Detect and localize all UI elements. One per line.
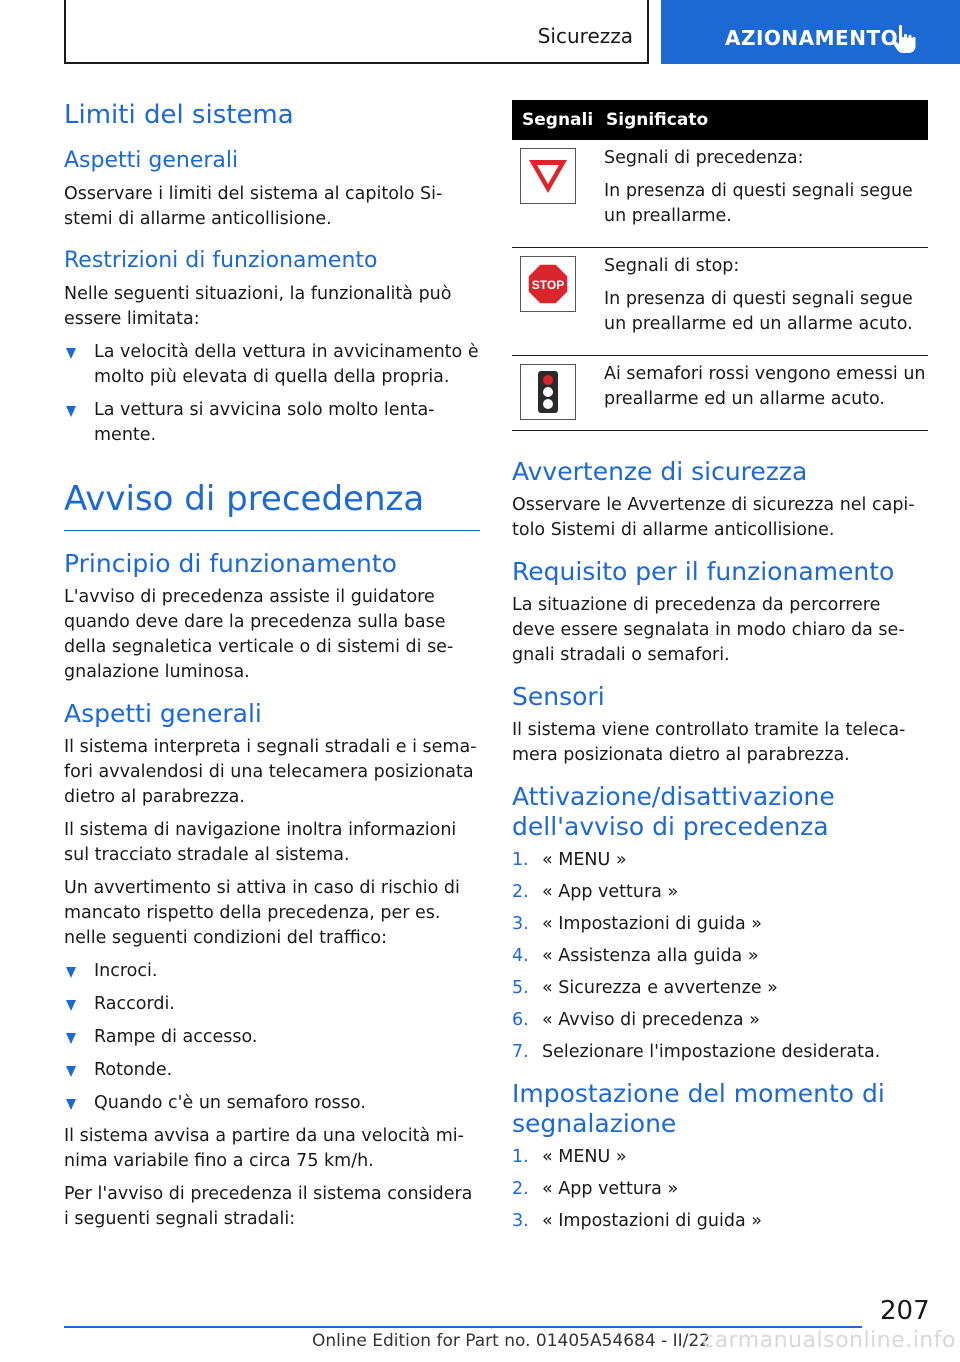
activation-title: Attivazione/disattivazione dell'avviso di precedenza [512, 782, 835, 841]
traffic-conditions-list [64, 959, 480, 1116]
signals-table [512, 100, 928, 431]
activation-steps [512, 848, 928, 1065]
safety-text: Osservare le Avvertenze di sicurezza nel capi-tolo Sistemi di allarme anticollisione. [512, 495, 915, 540]
bullet-triangle-icon [66, 348, 76, 359]
header-chapter-tab [661, 0, 960, 64]
safety-title: Avvertenze di sicurezza [512, 457, 808, 486]
hand-pointer-icon [891, 24, 917, 54]
requirement-text: La situazione di precedenza da percorrere deve essere segnalata in modo chiaro da se-gnali stradali o semafori. [512, 595, 905, 665]
step-item: 2. « App vettura » [512, 1179, 679, 1199]
bullet-triangle-icon [66, 1066, 76, 1077]
general2-text3: Un avvertimento si attiva in caso di rischio di mancato rispetto della precedenza, per es. nelle seguenti condizioni del traffico: [64, 878, 460, 948]
general2-text5: Per l'avviso di precedenza il sistema considera i seguenti segnali stradali: [64, 1184, 473, 1229]
sensors-title: Sensori [512, 682, 605, 711]
page-number: 207 [880, 1296, 930, 1326]
header-section-box [64, 0, 649, 64]
principle-text: L'avviso di precedenza assiste il guidatore quando deve dare la precedenza sulla base della segnaletica verticale o di sistemi di se-gnalazione luminosa. [64, 587, 454, 682]
traffic-light-line1: Ai semafori rossi vengono emessi un preallarme ed un allarme acuto. [604, 364, 926, 409]
step-item: 2. « App vettura » [512, 882, 679, 902]
table-row [512, 248, 928, 356]
list-item: La vettura si avvicina solo molto lenta-mente. [64, 398, 480, 448]
header-chapter-title: AZIONAMENTO [725, 26, 899, 50]
stop-sign-icon [520, 256, 576, 312]
bullet-triangle-icon [66, 1000, 76, 1011]
system-limits-title: Limiti del sistema [64, 100, 294, 130]
step-item: 1. « MENU » [512, 850, 627, 870]
list-item: Rampe di accesso. [64, 1025, 480, 1050]
right-column [512, 100, 928, 1241]
list-item: Quando c'è un semaforo rosso. [64, 1091, 480, 1116]
step-item: 3. « Impostazioni di guida » [512, 1211, 762, 1231]
list-item: La velocità della vettura in avvicinamento è molto più elevata di quella della propria. [64, 340, 480, 390]
table-header-row [512, 100, 928, 140]
stop-line2: In presenza di questi segnali segue un preallarme ed un allarme acuto. [604, 289, 913, 334]
table-row [512, 356, 928, 431]
step-item: 1. « MENU » [512, 1147, 627, 1167]
general2-text1: Il sistema interpreta i segnali stradali e i sema-fori avvalendosi di una telecamera posizionata dietro al parabrezza. [64, 737, 477, 807]
bullet-triangle-icon [66, 967, 76, 978]
priority-warning-title: Avviso di precedenza [64, 478, 480, 531]
step-item: 7. Selezionare l'impostazione desiderata. [512, 1042, 881, 1062]
sensors-text: Il sistema viene controllato tramite la teleca-mera posizionata dietro al parabrezza. [512, 720, 906, 765]
yield-line1: Segnali di precedenza: [604, 148, 804, 168]
column-header-signals: Segnali [512, 100, 596, 140]
table-row [512, 140, 928, 248]
step-item: 5. « Sicurezza e avvertenze » [512, 978, 778, 998]
stop-line1: Segnali di stop: [604, 256, 740, 276]
restrictions-text: Nelle seguenti situazioni, la funzionalità può essere limitata: [64, 284, 452, 329]
step-item: 3. « Impostazioni di guida » [512, 914, 762, 934]
bullet-triangle-icon [66, 1099, 76, 1110]
yield-line2: In presenza di questi segnali segue un preallarme. [604, 181, 913, 226]
timing-steps [512, 1145, 928, 1234]
bullet-triangle-icon [66, 406, 76, 417]
yield-sign-icon [520, 148, 576, 204]
step-item: 4. « Assistenza alla guida » [512, 946, 759, 966]
principle-title: Principio di funzionamento [64, 549, 397, 578]
restrictions-title: Restrizioni di funzionamento [64, 248, 378, 273]
restrictions-list [64, 340, 480, 448]
list-item: Raccordi. [64, 992, 480, 1017]
list-item: Rotonde. [64, 1058, 480, 1083]
left-column [64, 100, 480, 1240]
step-item: 6. « Avviso di precedenza » [512, 1010, 760, 1030]
general2-text4: Il sistema avvisa a partire da una velocità mi-nima variabile fino a circa 75 km/h. [64, 1126, 464, 1171]
traffic-light-icon [520, 364, 576, 420]
general-aspects-title: Aspetti generali [64, 148, 239, 173]
general-aspects-text: Osservare i limiti del sistema al capitolo Si-stemi di allarme anticollisione. [64, 184, 443, 229]
list-item: Incroci. [64, 959, 480, 984]
timing-title: Impostazione del momento di segnalazione [512, 1079, 885, 1138]
requirement-title: Requisito per il funzionamento [512, 557, 895, 586]
general2-text2: Il sistema di navigazione inoltra informazioni sul tracciato stradale al sistema. [64, 820, 457, 865]
stop-sign-label: STOP [531, 278, 565, 292]
column-header-meaning: Significato [596, 100, 928, 140]
footer-edition: Online Edition for Part no. 01405A54684 - II/22 [312, 1331, 711, 1351]
watermark: carmanualsonline.info [702, 1328, 956, 1353]
general2-title: Aspetti generali [64, 699, 262, 728]
bullet-triangle-icon [66, 1033, 76, 1044]
header-section-title: Sicurezza [537, 24, 633, 48]
